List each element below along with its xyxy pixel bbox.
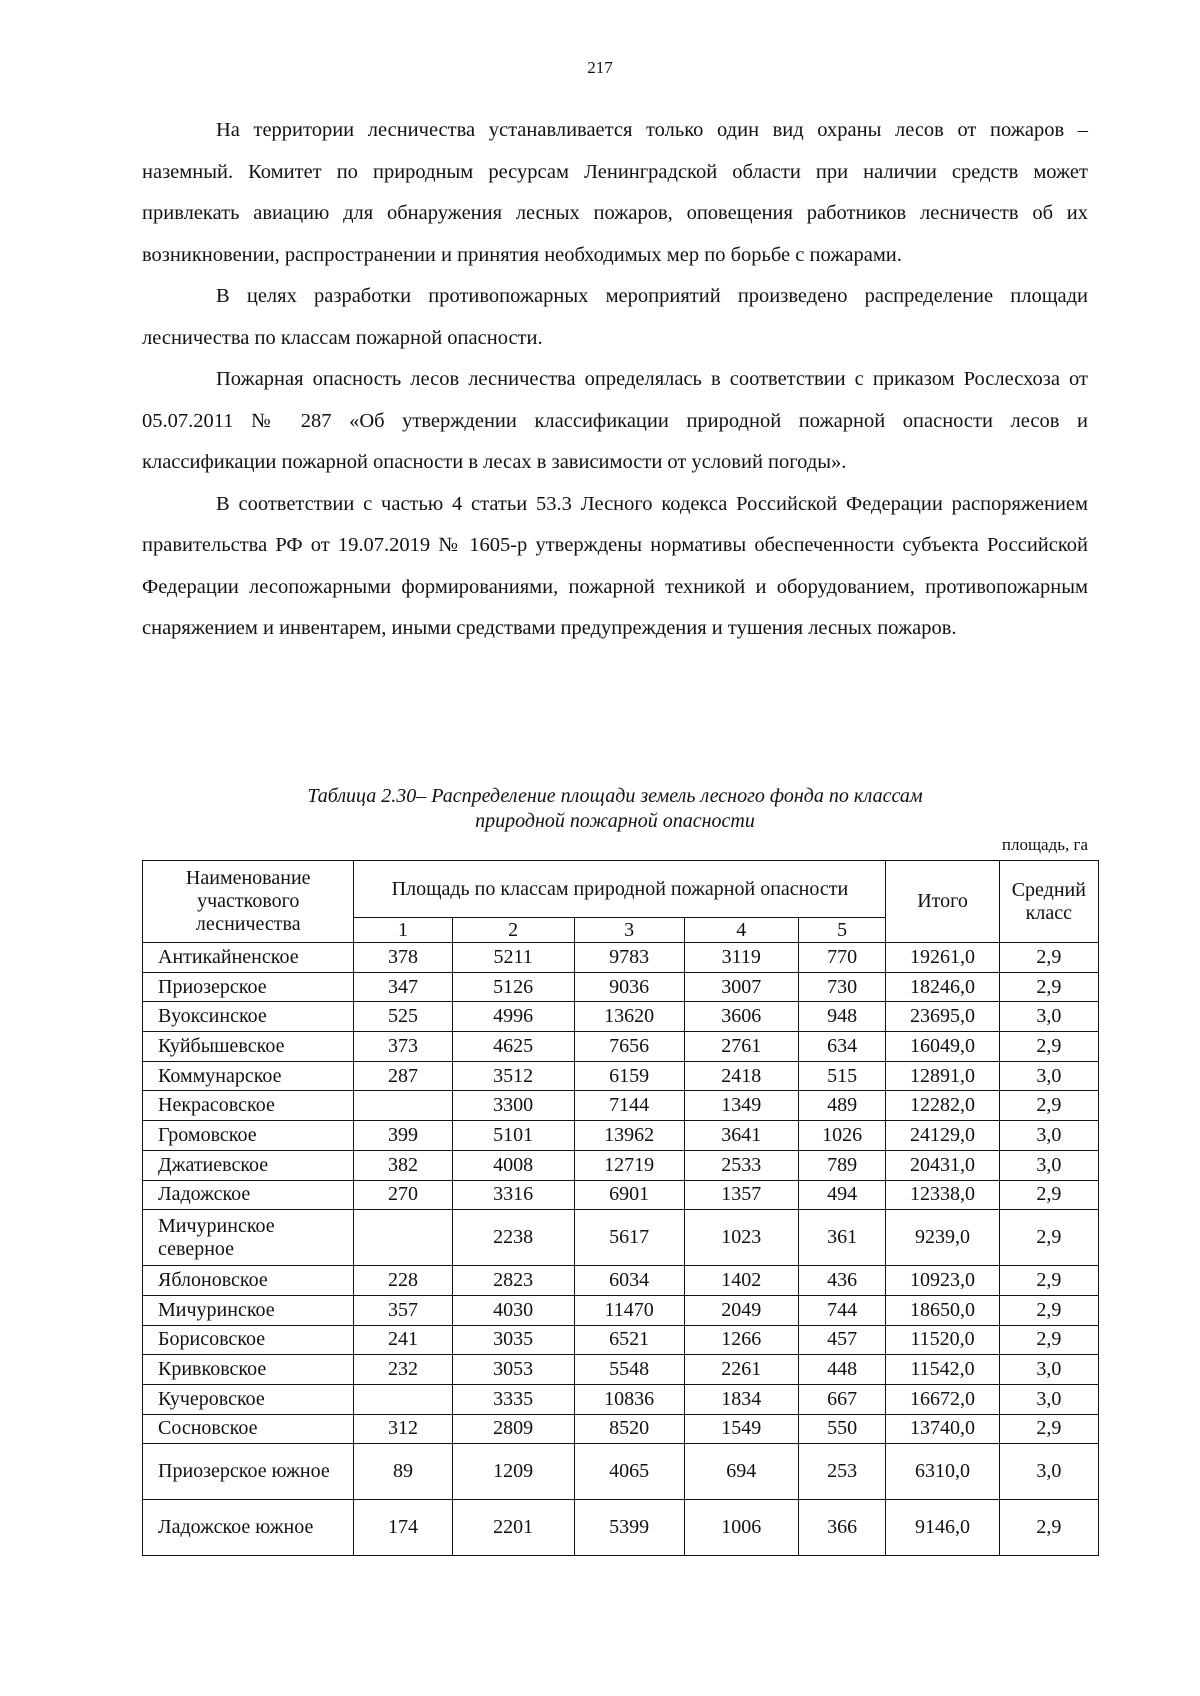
cell-avg-class: 3,0 <box>999 1355 1098 1385</box>
cell-forestry-name: Кучеровское <box>143 1384 354 1414</box>
cell-class-3: 13962 <box>574 1121 684 1151</box>
cell-class-4: 2049 <box>684 1295 798 1325</box>
cell-avg-class: 3,0 <box>999 1384 1098 1414</box>
cell-avg-class: 3,0 <box>999 1150 1098 1180</box>
cell-forestry-name: Ладожское южное <box>143 1500 354 1556</box>
cell-class-3: 6901 <box>574 1180 684 1210</box>
cell-forestry-name: Мичуринское <box>143 1295 354 1325</box>
cell-class-5: 550 <box>798 1414 885 1444</box>
cell-forestry-name: Ладожское <box>143 1180 354 1210</box>
cell-total: 13740,0 <box>886 1414 999 1444</box>
cell-total: 18246,0 <box>886 972 999 1002</box>
cell-class-2: 4008 <box>452 1150 574 1180</box>
cell-class-3: 5617 <box>574 1210 684 1266</box>
cell-total: 9239,0 <box>886 1210 999 1266</box>
cell-class-4: 3641 <box>684 1121 798 1151</box>
cell-class-5: 744 <box>798 1295 885 1325</box>
cell-class-5: 1026 <box>798 1121 885 1151</box>
cell-forestry-name: Приозерское южное <box>143 1444 354 1500</box>
cell-avg-class: 2,9 <box>999 1091 1098 1121</box>
table-unit: площадь, га <box>1001 835 1088 854</box>
cell-class-4: 3007 <box>684 972 798 1002</box>
cell-class-5: 730 <box>798 972 885 1002</box>
cell-class-5: 494 <box>798 1180 885 1210</box>
table-row <box>143 1180 1099 1210</box>
paragraph: В целях разработки противопожарных мероприятий произведено распределение площади лесничества по классам пожарной опасности. <box>142 285 1088 349</box>
cell-class-2: 4996 <box>452 1002 574 1032</box>
cell-total: 12338,0 <box>886 1180 999 1210</box>
table-row <box>143 1121 1099 1151</box>
table-row <box>143 1002 1099 1032</box>
cell-class-2: 3512 <box>452 1061 574 1091</box>
cell-class-1: 241 <box>354 1325 452 1355</box>
cell-total: 11520,0 <box>886 1325 999 1355</box>
page-number: 217 <box>587 58 613 77</box>
cell-total: 12891,0 <box>886 1061 999 1091</box>
cell-forestry-name: Громовское <box>143 1121 354 1151</box>
cell-class-1: 232 <box>354 1355 452 1385</box>
header-class: 1 <box>354 918 452 943</box>
cell-class-4: 2533 <box>684 1150 798 1180</box>
cell-forestry-name: Мичуринское северное <box>143 1210 354 1266</box>
cell-avg-class: 2,9 <box>999 1210 1098 1266</box>
cell-class-1: 270 <box>354 1180 452 1210</box>
cell-class-5: 448 <box>798 1355 885 1385</box>
cell-total: 16672,0 <box>886 1384 999 1414</box>
table-row <box>143 1384 1099 1414</box>
cell-total: 23695,0 <box>886 1002 999 1032</box>
cell-forestry-name: Коммунарское <box>143 1061 354 1091</box>
cell-class-3: 4065 <box>574 1444 684 1500</box>
cell-class-1: 357 <box>354 1295 452 1325</box>
cell-total: 24129,0 <box>886 1121 999 1151</box>
cell-class-2: 5211 <box>452 943 574 973</box>
cell-total: 9146,0 <box>886 1500 999 1556</box>
table-row <box>143 1150 1099 1180</box>
cell-class-1: 382 <box>354 1150 452 1180</box>
cell-class-3: 6034 <box>574 1266 684 1296</box>
cell-total: 11542,0 <box>886 1355 999 1385</box>
cell-forestry-name: Сосновское <box>143 1414 354 1444</box>
cell-class-4: 1357 <box>684 1180 798 1210</box>
cell-class-1: 347 <box>354 972 452 1002</box>
table-row <box>143 1325 1099 1355</box>
cell-class-4: 1402 <box>684 1266 798 1296</box>
table-caption <box>142 784 1088 834</box>
cell-class-3: 12719 <box>574 1150 684 1180</box>
cell-class-3: 7144 <box>574 1091 684 1121</box>
cell-class-5: 789 <box>798 1150 885 1180</box>
cell-total: 16049,0 <box>886 1032 999 1062</box>
cell-total: 6310,0 <box>886 1444 999 1500</box>
table-row <box>143 972 1099 1002</box>
cell-class-2: 5101 <box>452 1121 574 1151</box>
cell-class-2: 4030 <box>452 1295 574 1325</box>
cell-forestry-name: Куйбышевское <box>143 1032 354 1062</box>
cell-class-4: 1834 <box>684 1384 798 1414</box>
cell-class-1: 89 <box>354 1444 452 1500</box>
cell-class-1 <box>354 1210 452 1266</box>
header-classes-group: Площадь по классам природной пожарной опасности <box>354 861 886 918</box>
cell-class-5: 253 <box>798 1444 885 1500</box>
cell-class-5: 634 <box>798 1032 885 1062</box>
cell-forestry-name: Яблоновское <box>143 1266 354 1296</box>
table-row <box>143 1444 1099 1500</box>
cell-class-2: 4625 <box>452 1032 574 1062</box>
cell-class-2: 3316 <box>452 1180 574 1210</box>
table-row <box>143 943 1099 973</box>
cell-class-2: 5126 <box>452 972 574 1002</box>
body-text <box>142 110 1088 650</box>
header-class: 5 <box>798 918 885 943</box>
cell-forestry-name: Джатиевское <box>143 1150 354 1180</box>
cell-total: 20431,0 <box>886 1150 999 1180</box>
cell-avg-class: 3,0 <box>999 1061 1098 1091</box>
cell-avg-class: 3,0 <box>999 1444 1098 1500</box>
cell-class-5: 667 <box>798 1384 885 1414</box>
cell-avg-class: 3,0 <box>999 1121 1098 1151</box>
cell-avg-class: 3,0 <box>999 1002 1098 1032</box>
cell-class-4: 2418 <box>684 1061 798 1091</box>
cell-class-3: 8520 <box>574 1414 684 1444</box>
cell-avg-class: 2,9 <box>999 1414 1098 1444</box>
cell-class-1: 373 <box>354 1032 452 1062</box>
cell-avg-class: 2,9 <box>999 1180 1098 1210</box>
cell-class-5: 515 <box>798 1061 885 1091</box>
table-caption-line: Таблица 2.30– Распределение площади земель лесного фонда по классам <box>307 785 923 807</box>
cell-class-1 <box>354 1091 452 1121</box>
cell-class-2: 2809 <box>452 1414 574 1444</box>
table-body <box>143 943 1099 1556</box>
header-class: 3 <box>574 918 684 943</box>
table-row <box>143 1266 1099 1296</box>
cell-class-2: 3053 <box>452 1355 574 1385</box>
cell-forestry-name: Антикайненское <box>143 943 354 973</box>
cell-class-2: 3300 <box>452 1091 574 1121</box>
cell-class-4: 1349 <box>684 1091 798 1121</box>
cell-avg-class: 2,9 <box>999 1500 1098 1556</box>
cell-class-2: 2201 <box>452 1500 574 1556</box>
cell-class-2: 2238 <box>452 1210 574 1266</box>
fire-danger-table <box>142 860 1099 1556</box>
header-total: Итого <box>886 861 999 943</box>
cell-class-4: 3119 <box>684 943 798 973</box>
cell-class-4: 1023 <box>684 1210 798 1266</box>
cell-total: 19261,0 <box>886 943 999 973</box>
cell-class-1: 378 <box>354 943 452 973</box>
cell-class-1: 525 <box>354 1002 452 1032</box>
cell-class-3: 9783 <box>574 943 684 973</box>
table-row <box>143 1061 1099 1091</box>
cell-avg-class: 2,9 <box>999 1266 1098 1296</box>
header-name: Наименование участкового лесничества <box>143 861 354 943</box>
table-row <box>143 1295 1099 1325</box>
cell-class-3: 13620 <box>574 1002 684 1032</box>
cell-class-5: 436 <box>798 1266 885 1296</box>
table-caption-line: природной пожарной опасности <box>475 810 755 832</box>
cell-total: 18650,0 <box>886 1295 999 1325</box>
cell-avg-class: 2,9 <box>999 1032 1098 1062</box>
cell-class-3: 10836 <box>574 1384 684 1414</box>
cell-forestry-name: Некрасовское <box>143 1091 354 1121</box>
cell-class-1 <box>354 1384 452 1414</box>
cell-class-4: 3606 <box>684 1002 798 1032</box>
cell-forestry-name: Вуоксинское <box>143 1002 354 1032</box>
cell-class-3: 9036 <box>574 972 684 1002</box>
table-row <box>143 1032 1099 1062</box>
cell-class-3: 6159 <box>574 1061 684 1091</box>
cell-class-3: 11470 <box>574 1295 684 1325</box>
cell-class-5: 948 <box>798 1002 885 1032</box>
cell-avg-class: 2,9 <box>999 972 1098 1002</box>
cell-class-3: 6521 <box>574 1325 684 1355</box>
paragraph: В соответствии с частью 4 статьи 53.3 Лесного кодекса Российской Федерации распоряжением правительства РФ от 19.07.2019 № 1605-р утверждены нормативы обеспеченности субъекта Российской Федерации лесопожарными формированиями, пожарной техникой и оборудованием, противопожарным снаряжением и инвентарем, иными средствами предупреждения и тушения лесных пожаров. <box>142 492 1088 639</box>
cell-class-5: 489 <box>798 1091 885 1121</box>
paragraph: Пожарная опасность лесов лесничества определялась в соответствии с приказом Рослесхоза от 05.07.2011 № 287 «Об утверждении классификации природной пожарной опасности лесов и классификации пожарной опасности в лесах в зависимости от условий погоды». <box>142 368 1088 473</box>
cell-class-3: 7656 <box>574 1032 684 1062</box>
cell-total: 10923,0 <box>886 1266 999 1296</box>
table-row <box>143 1500 1099 1556</box>
header-class: 4 <box>684 918 798 943</box>
cell-class-4: 2761 <box>684 1032 798 1062</box>
table-row <box>143 1414 1099 1444</box>
cell-class-1: 287 <box>354 1061 452 1091</box>
paragraph: На территории лесничества устанавливается только один вид охраны лесов от пожаров – наземный. Комитет по природным ресурсам Ленинградской области при наличии средств может привлекать авиацию для обнаружения лесных пожаров, оповещения работников лесничеств об их возникновении, распространении и принятия необходимых мер по борьбе с пожарами. <box>142 119 1088 266</box>
cell-class-1: 312 <box>354 1414 452 1444</box>
cell-class-5: 366 <box>798 1500 885 1556</box>
cell-total: 12282,0 <box>886 1091 999 1121</box>
cell-class-2: 3035 <box>452 1325 574 1355</box>
table-row <box>143 1210 1099 1266</box>
cell-class-2: 2823 <box>452 1266 574 1296</box>
cell-class-1: 174 <box>354 1500 452 1556</box>
cell-class-5: 361 <box>798 1210 885 1266</box>
cell-class-3: 5548 <box>574 1355 684 1385</box>
table-row <box>143 1355 1099 1385</box>
cell-avg-class: 2,9 <box>999 1295 1098 1325</box>
cell-class-4: 1006 <box>684 1500 798 1556</box>
cell-class-1: 399 <box>354 1121 452 1151</box>
cell-class-4: 1549 <box>684 1414 798 1444</box>
table-row <box>143 1091 1099 1121</box>
cell-class-2: 1209 <box>452 1444 574 1500</box>
cell-class-5: 770 <box>798 943 885 973</box>
cell-class-2: 3335 <box>452 1384 574 1414</box>
cell-avg-class: 2,9 <box>999 1325 1098 1355</box>
cell-forestry-name: Борисовское <box>143 1325 354 1355</box>
cell-class-4: 2261 <box>684 1355 798 1385</box>
header-avg-class: Средний класс <box>999 861 1098 943</box>
cell-avg-class: 2,9 <box>999 943 1098 973</box>
cell-forestry-name: Приозерское <box>143 972 354 1002</box>
header-class: 2 <box>452 918 574 943</box>
cell-class-5: 457 <box>798 1325 885 1355</box>
cell-class-4: 694 <box>684 1444 798 1500</box>
cell-class-1: 228 <box>354 1266 452 1296</box>
cell-class-3: 5399 <box>574 1500 684 1556</box>
cell-forestry-name: Кривковское <box>143 1355 354 1385</box>
cell-class-4: 1266 <box>684 1325 798 1355</box>
